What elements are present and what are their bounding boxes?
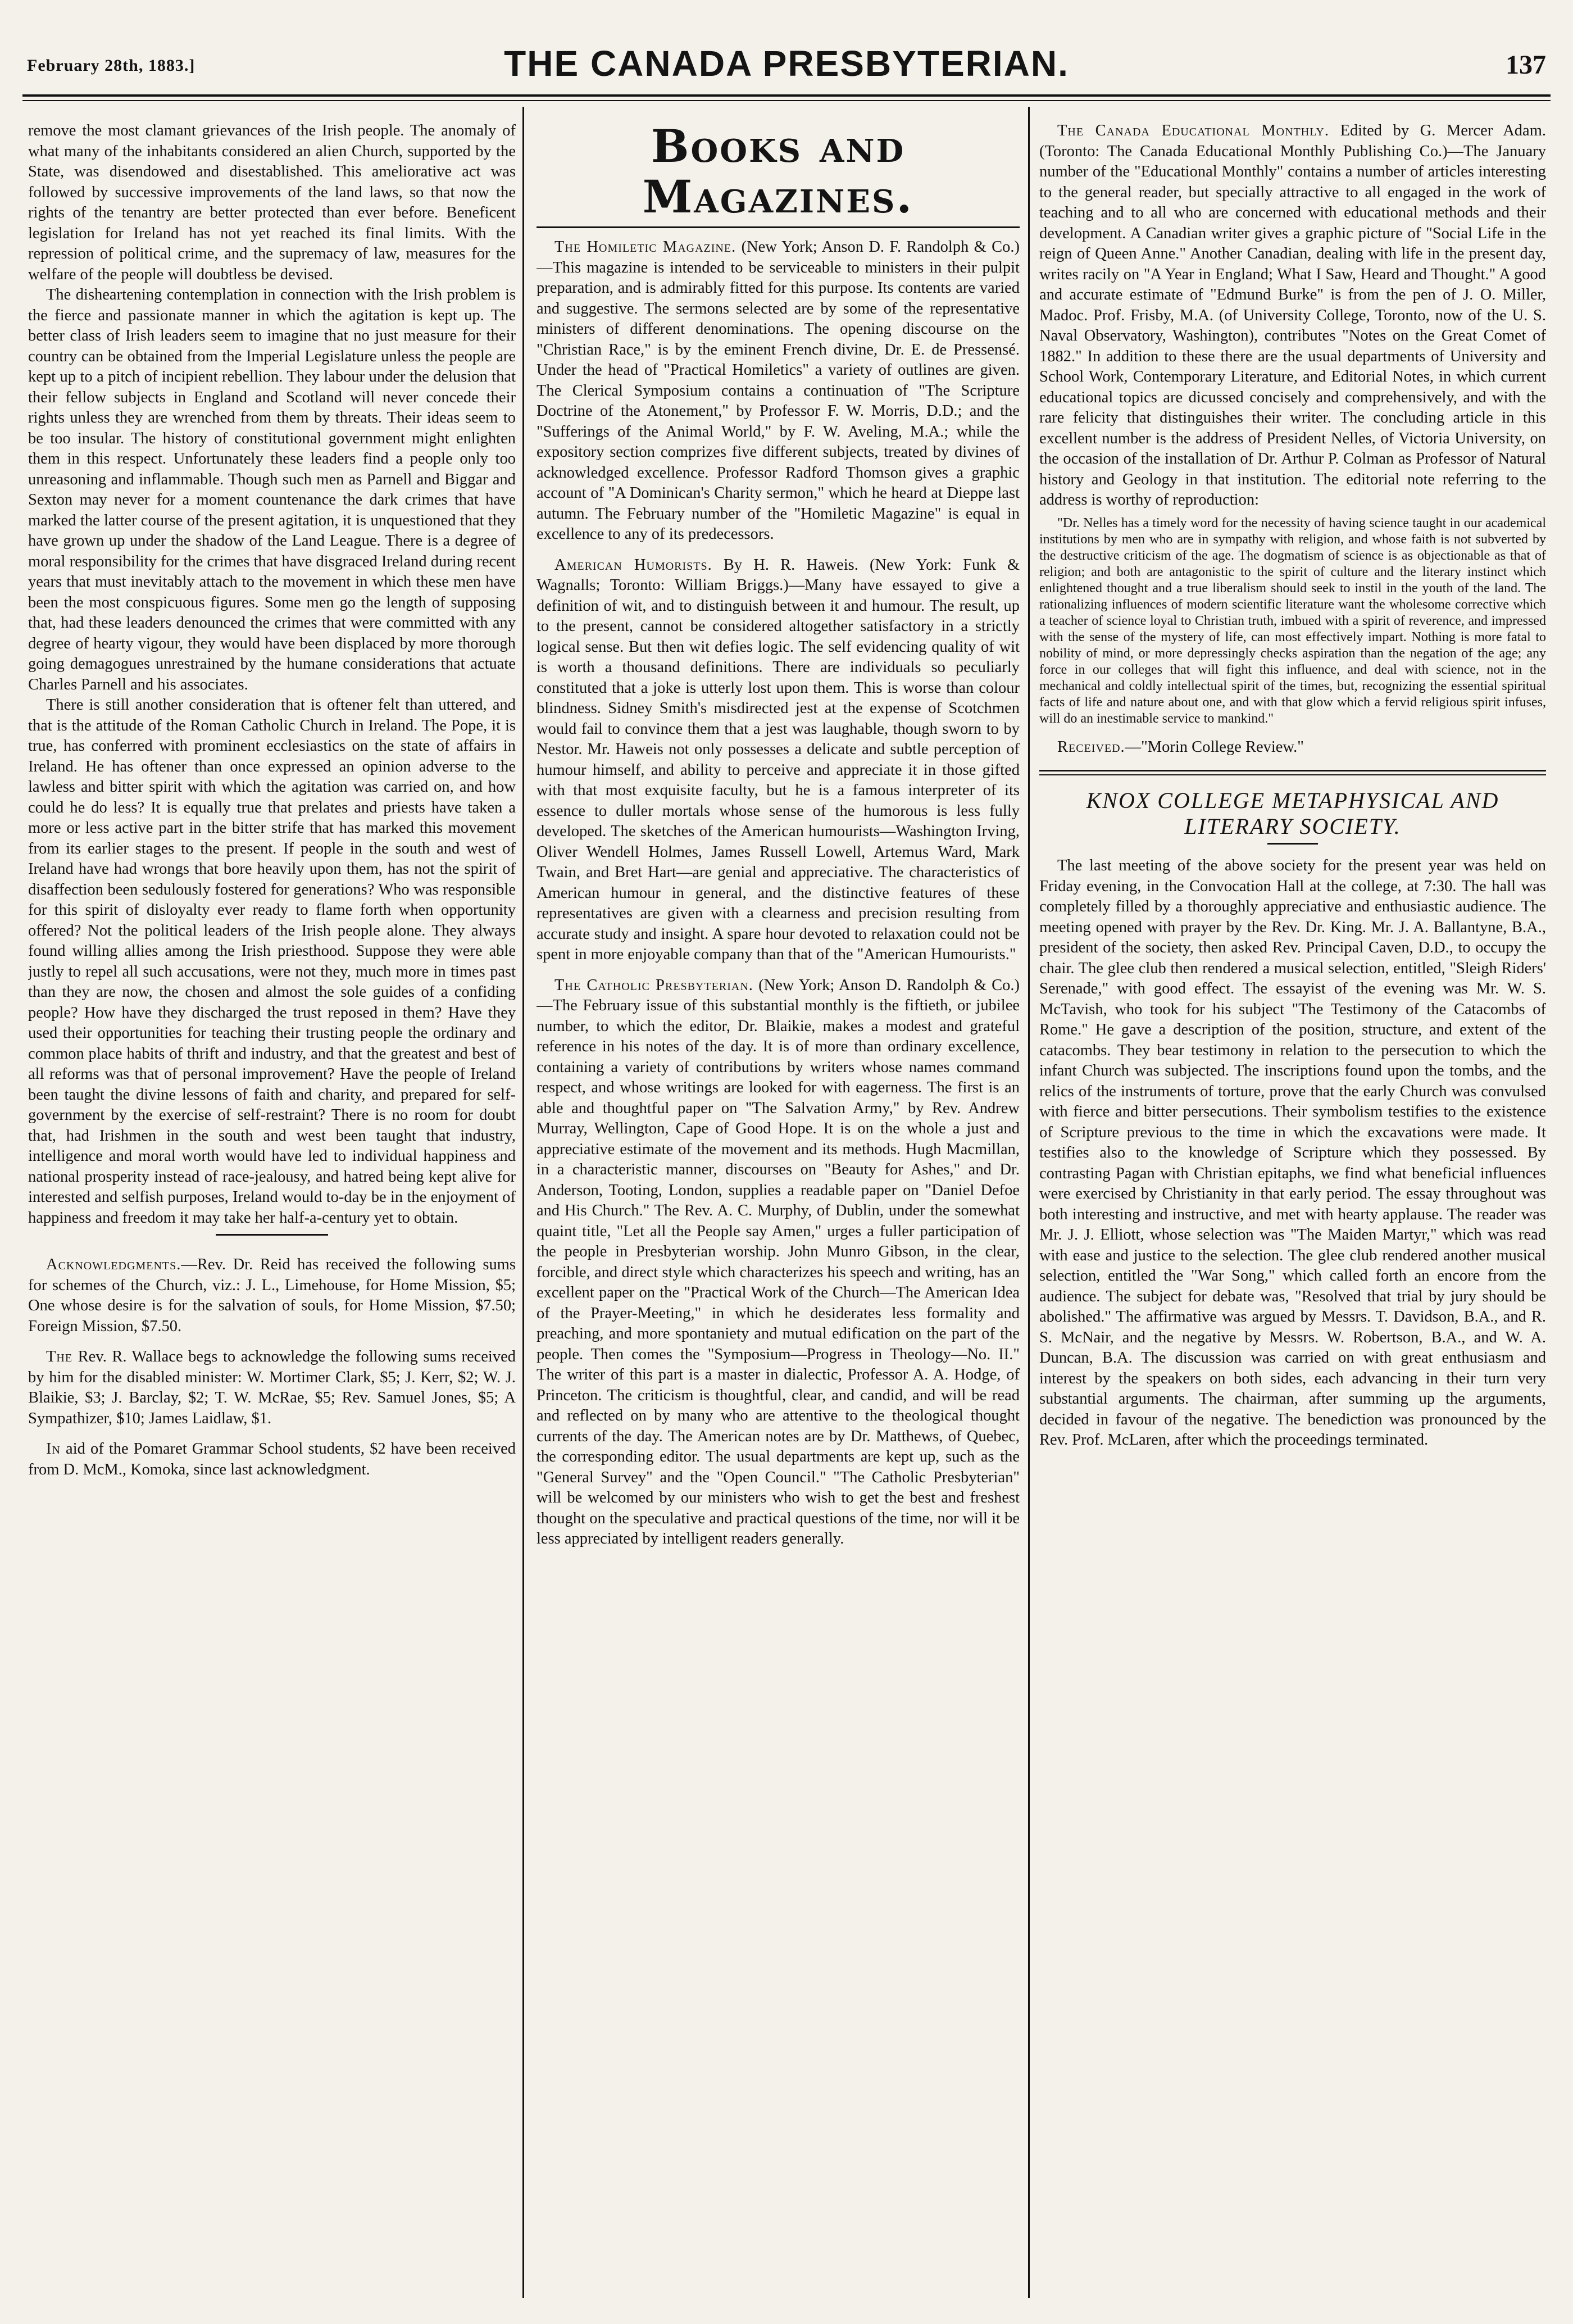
newspaper-title: THE CANADA PRESBYTERIAN.: [504, 43, 1069, 84]
article-paragraph: remove the most clamant grievances of the Irish people. The anomaly of what many of the inhabitants considered an alien Church, supported by the State, was disendowed and disestablished. This ameliorative act was followed by successive improvements of the land laws, so that now the rights of the tenantry are better protected than ever before. Beneficent legislation for Ireland has not yet reached its final limits. With the repression of political crime, and the supremacy of law, measures for the welfare of the people will doubtless be devised.: [28, 122, 516, 283]
knox-heading: KNOX COLLEGE METAPHYSICAL AND LITERARY SOCIETY.: [1086, 788, 1499, 839]
review-title: The Homiletic Magazine.: [554, 238, 737, 256]
acknowledgments-paragraph: [28, 1255, 516, 1337]
issue-date: February 28th, 1883.]: [27, 56, 196, 75]
column-1: [28, 121, 516, 2290]
acknowledgments-label: Acknowledgments.: [46, 1256, 181, 1273]
review-text: (New York; Anson D. Randolph & Co.)—The February issue of this substantial monthly is the fiftieth, or jubilee number, to which the editor, Dr. Blaikie, makes a modest and grateful reference in his notes of the day. It is of more than ordinary excellence, containing a variety of contributions by writers whose names command respect, and whose writings are looked for with eagerness. The first is an able and thoughtful paper on "The Salvation Army," by Rev. Andrew Murray, Wellington, Cape of Good Hope. It is on the whole a just and appreciative estimate of the movement and its methods. Hugh Macmillan, in a characteristic manner, discourses on "Beauty for Ashes," and Dr. Anderson, Tooting, London, supplies a readable paper on "Daniel Defoe and His Church." The Rev. A. C. Murphy, of Dublin, under the somewhat quaint title, "Let all the People say Amen," urges a fuller participation of the people in Presbyterian worship. John Munro Gibson, in the clear, forcible, and direct style which characterizes his speech and writing, has an excellent paper on the "Practical Work of the Church—The American Idea of the Prayer-Meeting," in which he desiderates less formality and preaching, and more spontaniety and mutual edification on the part of the people. Then comes the "Symposium—Progress in Theology—No. II." The writer of this part is a master in dialectic, Professor A. A. Hodge, of Princeton. The criticism is thoughtful, clear, and candid, and will be read and reflected on by many who are attentive to the theological thought currents of the day. The American notes are by Dr. Matthews, of Quebec, the corresponding editor. The usual departments are kept up, such as the "General Survey" and the "Open Council." "The Catholic Presbyterian" will be welcomed by our ministers who wish to get the best and freshest thought on the speculative and practical questions of the time, nor will it be less appreciated by intelligent readers generally.: [537, 976, 1020, 1547]
wallace-label: The: [46, 1348, 73, 1365]
subheading-rule: [1267, 843, 1318, 845]
column-divider: [1028, 107, 1030, 2298]
section-heading: Books and Magazines.: [642, 121, 914, 223]
masthead-rule-thin: [22, 100, 1551, 101]
review-text: Edited by G. Mercer Adam. (Toronto: The Canada Educational Monthly Publishing Co.)—The January number of the "Educational Monthly" contains a number of articles interesting to the general reader, but specially attractive to all engaged in the work of teaching and to all who are concerned with educational methods and their development. A Canadian writer gives a graphic picture of "Social Life in the reign of Queen Anne." Another Canadian, dealing with life in the present day, writes racily on "A Year in England; What I Saw, Heard and Thought." A good and accurate estimate of "Edmund Burke" is from the pen of J. O. Miller, Madoc. Prof. Frisby, M.A. (of University College, Toronto, now of the U. S. Naval Observatory, Washington), contributes "Notes on the Great Comet of 1882." In addition to these there are the usual departments of University and School Work, Contemporary Literature, and Editorial Notes, in which current educational topics are dicussed concisely and comprehensively, and with the rare felicity that distinguishes their writer. The concluding article in this excellent number is the address of President Nelles, of Victoria University, on the occasion of the installation of Dr. Arthur P. Colman as Professor of Natural history and Geology in that institution. The editorial note referring to the address is worthy of reproduction:: [1039, 122, 1546, 509]
block-quote: "Dr. Nelles has a timely word for the necessity of having science taught in our academical institutions by men who are in sympathy with religion, and whose faith is not subverted by the destructive criticism of the age. The dogmatism of science is as objectionable as that of religion; and both are antagonistic to the spirit of culture and the literary instinct which enlightened thought and a true liberalism should seek to instil in the youth of the land. The rationalizing influences of modern scientific literature want the wholesome corrective which a teacher of science loyal to Christian truth, imbued with a spirit of reverence, and impressed with the sense of the mystery of life, can most effectively impart. Nothing is more fatal to nobility of mind, or more depressingly checks aspiration than the negation of the age; any force in our colleges that will fight this influence, and deal with science, not in the mechanical and coldly intellectual spirit of the times, but, recognizing the essential spiritual facts of life and nature about one, and with that glow which a fervid religious spirit infuses, will do an inestimable service to mankind.": [1039, 515, 1546, 726]
review-title: The Canada Educational Monthly.: [1057, 122, 1329, 139]
pomaret-text: aid of the Pomaret Grammar School students, $2 have been received from D. McM., Komoka, since last acknowledgment.: [28, 1440, 516, 1478]
review-text: (New York; Anson D. F. Randolph & Co.)—This magazine is intended to be serviceable to ministers in their pulpit preparation, and is admirably fitted for this purpose. Its contents are varied and suggestive. The sermons selected are by some of the representative ministers of different denominations. The opening discourse on the "Christian Race," is by the eminent French divine, Dr. E. de Pressensé. Under the head of "Practical Homiletics" a variety of outlines are given. The Clerical Symposium contains a continuation of "The Scripture Doctrine of the Atonement," by Professor F. W. Morris, D.D.; and the "Sufferings of the Animal World," by F. W. Aveling, M.A.; while the expository section comprizes five different subjects, treated by divines of acknowledged excellence. Professor Radford Thomson gives a graphic account of "A Dominican's Charity sermon," which he heard at Dieppe last autumn. The February number of the "Homiletic Magazine" is equal in excellence to any of its predecessors.: [537, 238, 1020, 543]
acknowledgments-text: —Rev. Dr. Reid has received the following sums for schemes of the Church, viz.: J. L., Limehouse, for Home Mission, $5; One whose desire is for the salvation of souls, for Home Mission, $7.50; Foreign Mission, $7.50.: [28, 1256, 516, 1335]
review-homiletic: [537, 237, 1020, 545]
section-rule: [216, 1234, 328, 1236]
section-heading-rule: [537, 226, 1020, 228]
wallace-text: Rev. R. Wallace begs to acknowledge the following sums received by him for the disabled minister: W. Mortimer Clark, $5; J. Kerr, $2; W. J. Blaikie, $3; J. Barclay, $2; T. W. McRae, $5; Rev. Samuel Jones, $5; A Sympathizer, $10; James Laidlaw, $1.: [28, 1348, 516, 1427]
pomaret-paragraph: [28, 1439, 516, 1480]
pomaret-label: In: [46, 1440, 61, 1458]
masthead: [22, 39, 1551, 90]
review-title: The Catholic Presbyterian.: [554, 976, 753, 994]
column-3: [1039, 121, 1546, 2290]
column-divider: [522, 107, 524, 2298]
review-american-humorists: [537, 555, 1020, 965]
review-text: By H. R. Haweis. (New York: Funk & Wagnalls; Toronto: William Briggs.)—Many have essayed to give a definition of wit, and to distinguish between it and humour. The result, up to the present, cannot be considered altogether satisfactory in a strictly logical sense. But then wit defies logic. The self evidencing quality of wit is worth a thousand definitions. There are individuals so peculiarly constituted that a joke is utterly lost upon them. This is worse than colour blindness. Sidney Smith's misdirected jest at the expense of Scotchmen would fail to convince them that a jest was laughable, though sworn to by Nestor. Mr. Haweis not only possesses a delicate and subtle perception of humour himself, and ability to perceive and appreciate it in those gifted with that most exquisite faculty, but he is a famous interpreter of its essence to duller mortals whose sense of the humorous is less fully developed. The sketches of the American humourists—Washington Irving, Oliver Wendell Holmes, James Russell Lowell, Artemus Ward, Mark Twain, and Bret Hart—are genial and appreciative. The characteristics of American humour in general, and the distinctive features of these representatives are given with a clearness and precision resulting from accurate study and insight. A spare hour devoted to relaxation could not be spent in more enjoyable company than that of the "American Humourists.": [537, 556, 1020, 963]
received-text: —"Morin College Review.": [1125, 738, 1304, 756]
wallace-paragraph: [28, 1347, 516, 1429]
article-paragraph: There is still another consideration that is oftener felt than uttered, and that is the attitude of the Roman Catholic Church in Ireland. The Pope, it is true, has conferred with prominent ecclesiastics on the state of affairs in Ireland. He has oftener than once expressed an opinion adverse to the lawless and bitter spirit with which the agitation was carried on, and how could he do less? It is equally true that prelates and priests have taken a more or less active part in the bitter strife that has marked this movement from its earlier stages to the present. If people in the south and west of Ireland have had wrongs that bore heavily upon them, has not the spirit of disaffection been sedulously fostered for generations? Who was responsible for this spirit of disloyalty ever ready to flame forth when opportunity offered? Not the political leaders of the Irish people alone. They always found willing allies among the Irish priesthood. Suppose they were able justly to repel all such accusations, were not they, much more in times past than they are now, the chosen and almost the sole guides of a confiding people? How have they discharged the trust reposed in them? Have they used their opportunities for teaching their trusting people the ordinary and common place habits of thrift and industry, and that the greatest and best of all reforms was that of personal improvement? Have the people of Ireland been taught the divine lessons of faith and charity, and prepared for self-government by the exercise of self-restraint? There is no room for doubt that, had Irishmen in the south and west been taught that industry, intelligence and moral worth would have led to individual happiness and national prosperity instead of race-jealousy, and hatred being kept alive for interested and selfish purposes, Ireland would to-day be in the enjoyment of happiness and freedom it may take her half-a-century yet to obtain.: [28, 696, 516, 1227]
masthead-rule: [22, 94, 1551, 97]
review-educational-monthly: [1039, 121, 1546, 511]
received-line: [1039, 737, 1546, 758]
page-number: 137: [1506, 50, 1546, 80]
section-rule: [1039, 770, 1546, 775]
knox-report: The last meeting of the above society for the present year was held on Friday evening, in the Convocation Hall at the college, at 7:30. The hall was completely filled by a thoroughly appreciative and enthusiastic audience. The meeting opened with prayer by the Rev. Dr. King. Mr. J. A. Ballantyne, B.A., president of the society, then asked Rev. Principal Caven, D.D., to occupy the chair. The glee club then rendered a musical selection, entitled, "Sleigh Riders' Serenade," with good effect. The essayist of the evening was Mr. W. S. McTavish, who took for his subject "The Testimony of the Catacombs of Rome." He gave a description of the position, structure, and extent of the catacombs. They bear testimony in relation to the persecution to which the infant Church was subjected. The inscriptions found upon the tombs, and the relics of the instruments of torture, prove that the early Church was convulsed with fierce and bitter persecutions. Their symbolism testifies to the existence of Scripture previous to the time in which the excavations were made. It testifies also to the knowledge of Scripture which they possessed. By contrasting Pagan with Christian epitaphs, we find what beneficial influences were exercised by Christianity in that early period. The essay throughout was both interesting and instructive, and met with hearty applause. The reader was Mr. J. J. Elliott, whose selection was "The Maiden Martyr," which was read with ease and justice to the selection. The glee club rendered another musical selection, entitled the "War Song," which called forth an encore from the audience. The subject for debate was, "Resolved that trial by jury should be abolished." The affirmative was argued by Messrs. T. Davidson, B.A., and R. S. McNair, and the negative by Messrs. W. Robertson, B.A., and W. A. Duncan, B.A. The discussion was carried on with great enthusiasm and interest by the speakers on both sides, each advancing in their turn very substantial arguments. The chairman, after summing up the arguments, decided in favour of the negative. The benediction was pronounced by the Rev. Prof. McLaren, after which the proceedings terminated.: [1039, 857, 1546, 1449]
review-catholic-presbyterian: [537, 975, 1020, 1550]
article-paragraph: The disheartening contemplation in connection with the Irish problem is the fierce and passionate manner in which the agitation is kept up. The better class of Irish leaders seem to imagine that no just measure for their country can be obtained from the Imperial Legislature unless the people are kept up to a pitch of incipient rebellion. They labour under the delusion that their fellow subjects in England and Scotland will never concede their rights unless they are wrenched from them by threats. Their ideas seem to be too insular. The history of constitutional government might enlighten them in this respect. Unfortunately these leaders find a people only too unreasoning and inflammable. Though such men as Parnell and Biggar and Sexton may never for a moment countenance the dark crimes that have marked the latter course of the present agitation, it is unquestioned that they have grown up under the shadow of the Land League. There is a degree of moral responsibility for the crimes that have disgraced Ireland during recent years that must inevitably attach to the movement in which these men have been the most conspicuous figures. Some men go the length of supposing that, had these leaders denounced the crimes that were committed with any degree of hearty vigour, they would have been displaced by more thorough going demagogues unrestrained by the humane considerations that actuate Charles Parnell and his associates.: [28, 286, 516, 693]
column-2: [537, 121, 1020, 2290]
received-label: Received.: [1057, 738, 1125, 756]
review-title: American Humorists.: [554, 556, 712, 574]
